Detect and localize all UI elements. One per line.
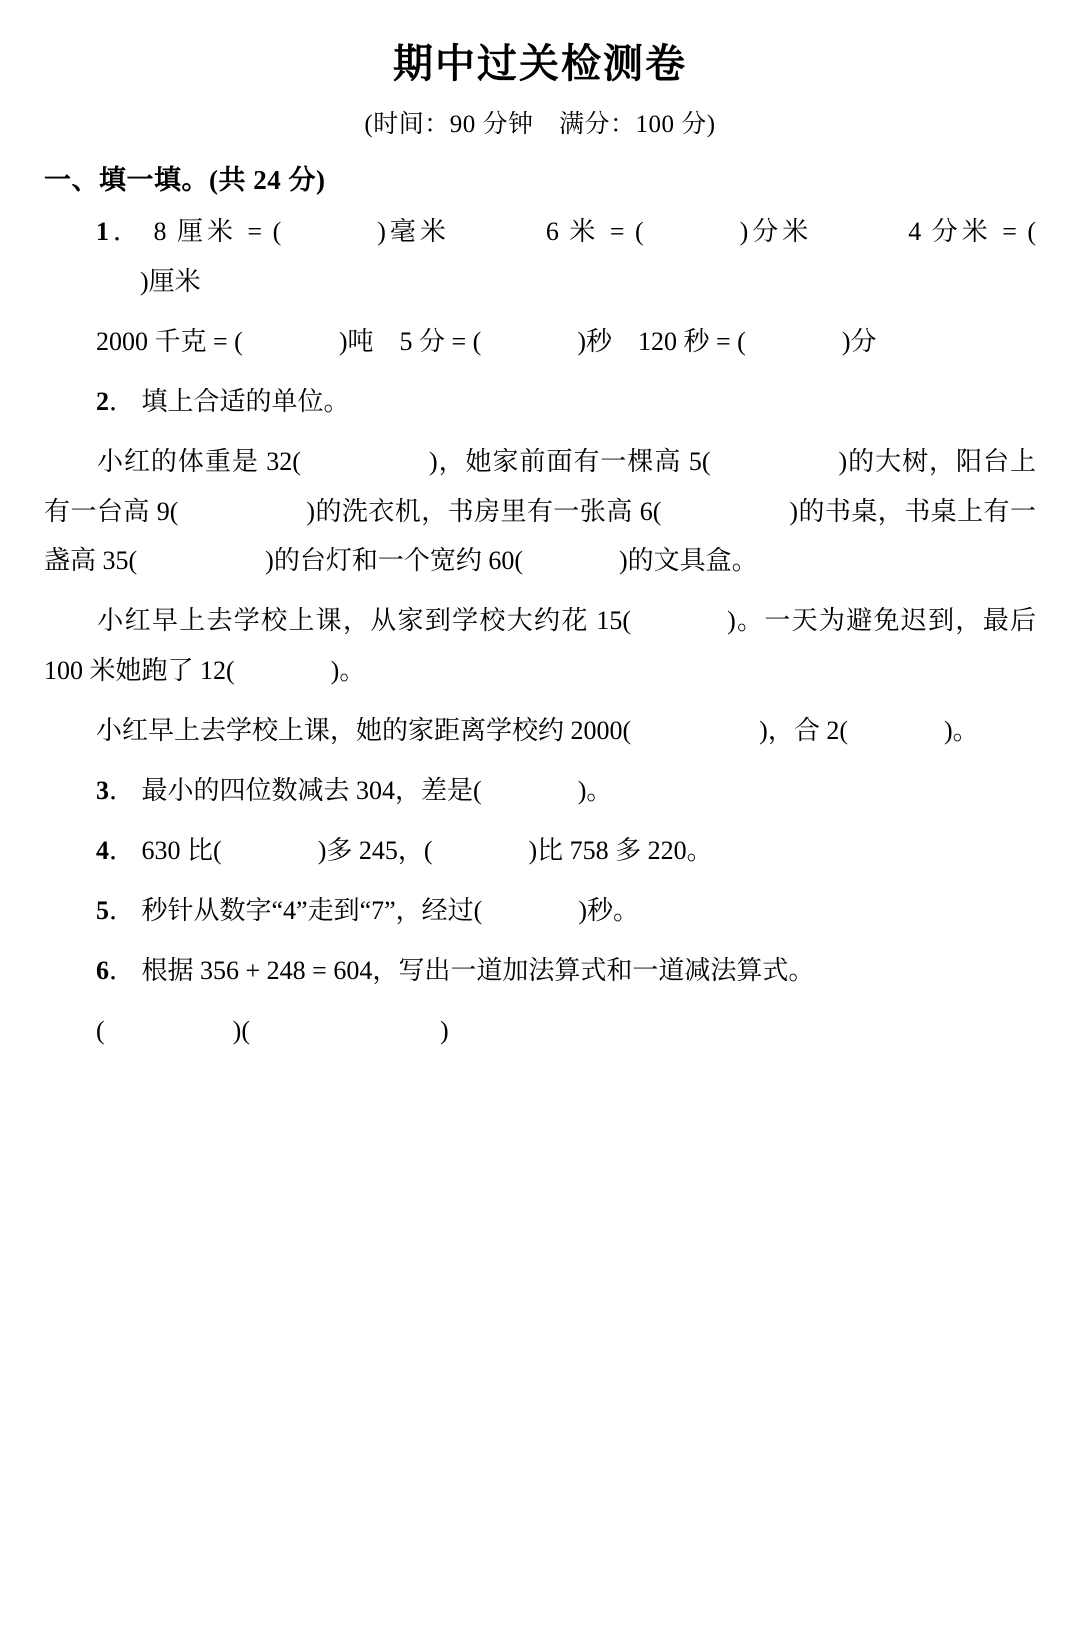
q6-answer-open-2: )( [232, 1015, 250, 1045]
q1b-part-6: )分 [841, 326, 877, 356]
q1b-part-5: 120 秒 = ( [638, 326, 746, 356]
question-2-paragraph-1 [44, 437, 1036, 587]
page-title: 期中过关检测卷 [393, 41, 687, 86]
q2p1-part-5: )的书桌，书桌上有一盏高 35( [44, 496, 1036, 576]
question-number-dot-5: ． [109, 895, 136, 925]
question-number-6: 6 [96, 955, 109, 985]
q3-part-2: )。 [577, 776, 613, 806]
question-number-3: 3 [96, 776, 109, 806]
q1b-part-2: )吨 [338, 326, 374, 356]
q2p1-part-2: )，她家前面有一棵高 5( [428, 446, 711, 476]
question-number-dot-2: ． [109, 386, 136, 416]
q1-part-6: )厘米 [140, 266, 201, 296]
q2p3-part-1: 小红早上去学校上课，她的家距离学校约 2000( [96, 716, 632, 746]
q2p1-part-3: )的大树，阳台上有一台高 9( [44, 446, 1036, 526]
q6-answer-open-1: ( [96, 1015, 105, 1045]
question-2-paragraph-3 [44, 706, 1036, 756]
question-1-line-1 [44, 207, 1036, 307]
question-number-dot-1: ． [109, 217, 143, 246]
question-number-1: 1 [96, 217, 109, 246]
question-number-2: 2 [96, 386, 109, 416]
q3-part-1: 最小的四位数减去 304，差是( [141, 776, 482, 806]
q5-part-1: 秒针从数字“4”走到“7”，经过( [141, 895, 483, 925]
question-1-line-2 [44, 317, 1036, 367]
q6-text: 根据 356 + 248 = 604，写出一道加法算式和一道减法算式。 [141, 955, 815, 985]
question-3 [44, 766, 1036, 816]
q2p1-part-7: )的文具盒。 [619, 546, 758, 576]
question-number-dot-3: ． [109, 776, 136, 806]
question-number-dot-6: ． [109, 955, 136, 985]
q4-part-1: 630 比( [141, 835, 222, 865]
question-number-4: 4 [96, 835, 109, 865]
q1b-part-1: 2000 千克 = ( [96, 326, 243, 356]
q1-part-3: 6 米 = ( [545, 217, 644, 246]
q5-part-2: )秒。 [578, 895, 640, 925]
question-2 [44, 377, 1036, 427]
q2p1-part-6: )的台灯和一个宽约 60( [265, 546, 523, 576]
q6-answer-close: ) [440, 1015, 449, 1045]
question-2-paragraph-2 [44, 596, 1036, 696]
q1-part-4: )分米 [739, 217, 813, 246]
q1b-part-3: 5 分 = ( [399, 326, 482, 356]
q1-part-5: 4 分米 = ( [908, 217, 1036, 246]
q2p2-part-3: )。 [330, 656, 366, 686]
question-number-dot-4: ． [109, 835, 136, 865]
q2p2-part-1: 小红早上去学校上课，从家到学校大约花 15( [96, 606, 632, 636]
q2-text: 填上合适的单位。 [141, 386, 350, 416]
q2p1-part-4: )的洗衣机，书房里有一张高 6( [306, 496, 662, 526]
q4-part-2: )多 245，( [317, 835, 433, 865]
q4-part-3: )比 758 多 220。 [528, 835, 713, 865]
q2p3-part-2: )，合 2( [759, 716, 848, 746]
q2p2-part-2: )。一天为避免迟到，最后 100 米她跑了 12( [44, 606, 1036, 686]
section-heading-fill-in: 一、填一填。(共 24 分) [44, 165, 326, 195]
q2p1-part-1: 小红的体重是 32( [96, 446, 301, 476]
exam-meta-line: (时间：90 分钟 满分：100 分) [364, 111, 716, 138]
question-5 [44, 886, 1036, 936]
question-6-answer-line [44, 1006, 1036, 1056]
q1-part-1: 8 厘米 = ( [153, 217, 282, 246]
question-4 [44, 826, 1036, 876]
question-number-5: 5 [96, 895, 109, 925]
q2p3-part-3: )。 [944, 716, 979, 746]
question-6 [44, 946, 1036, 996]
q1-part-2: )毫米 [377, 217, 450, 246]
q1b-part-4: )秒 [577, 326, 612, 356]
